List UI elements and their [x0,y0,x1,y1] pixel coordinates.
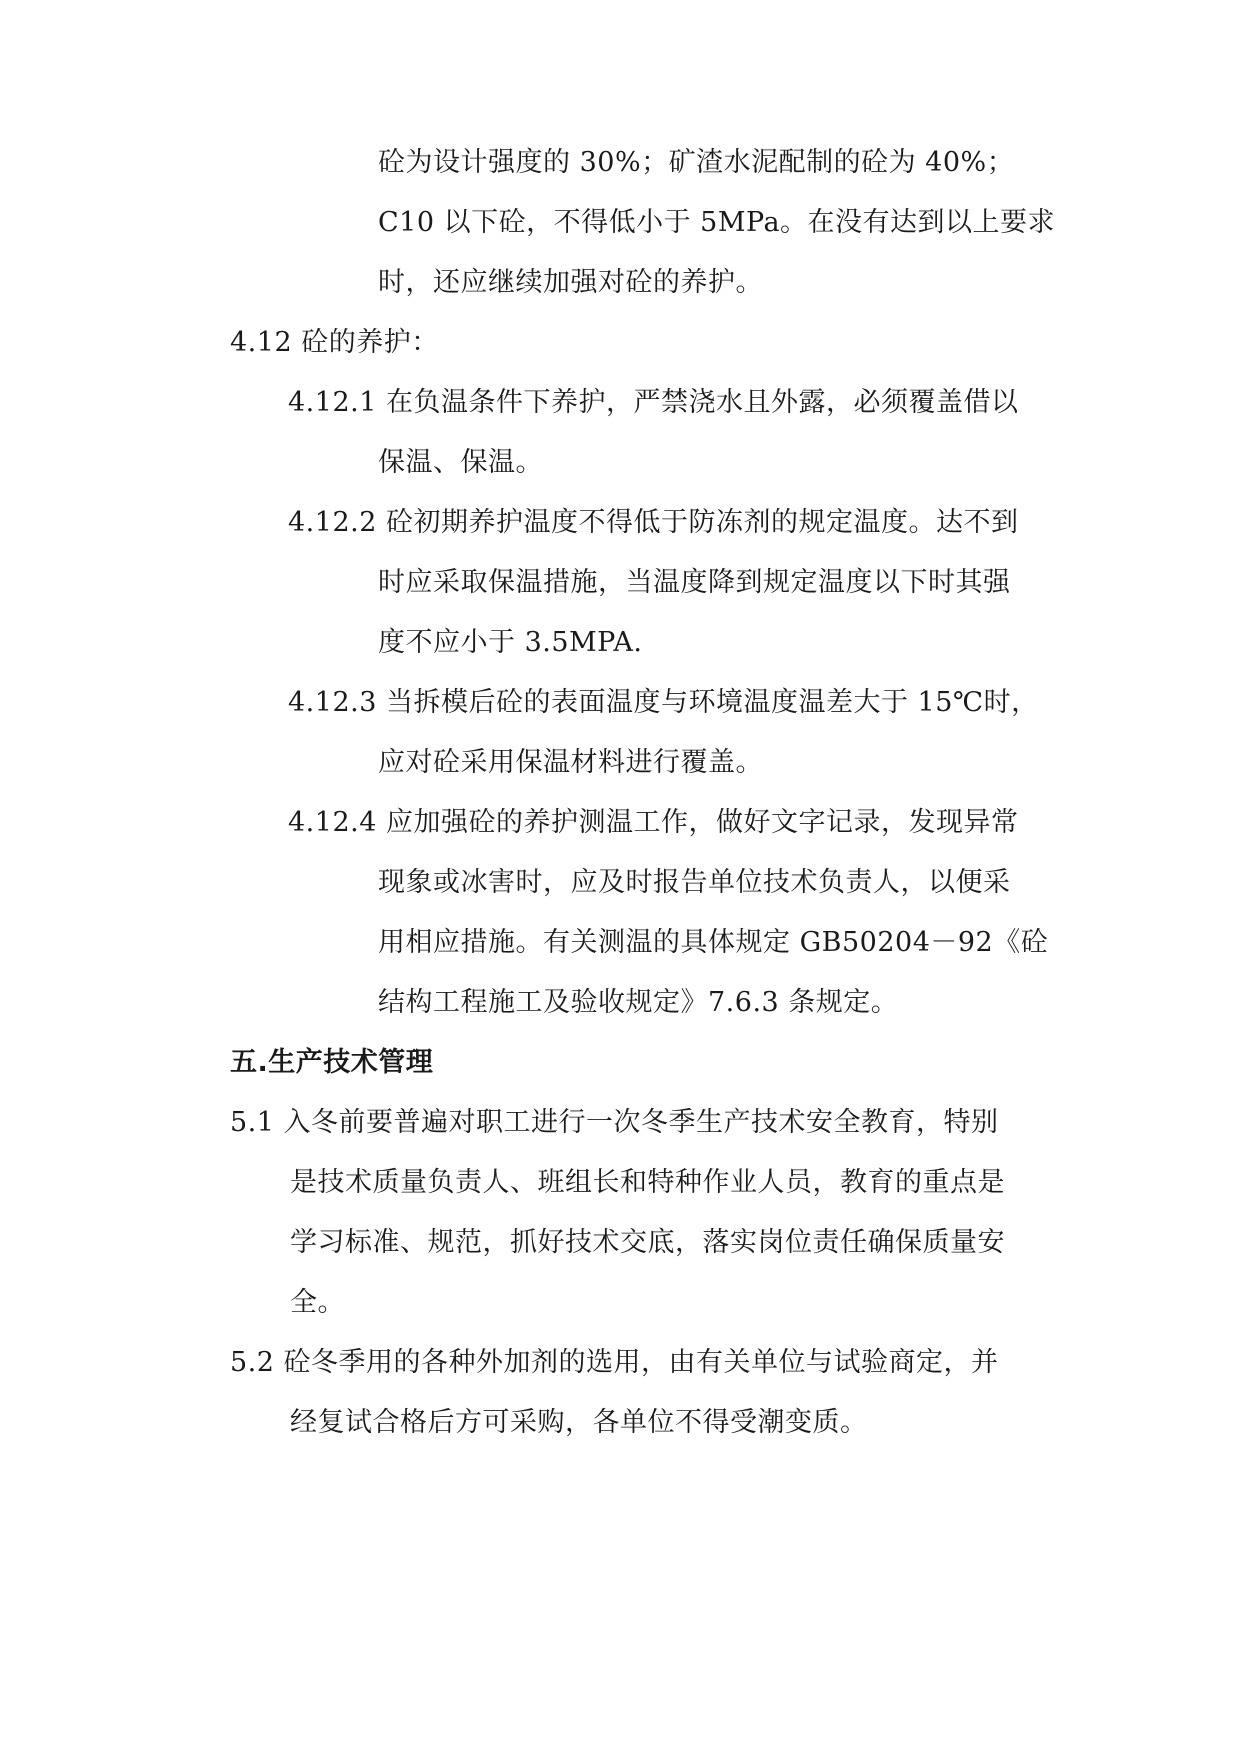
item-4-12-4: 4.12.4 应加强砼的养护测温工作，做好文字记录，发现异常 [288,807,1019,838]
item-4-12-2: 4.12.2 砼初期养护温度不得低于防冻剂的规定温度。达不到 [288,507,1019,538]
paragraph-line: 时，还应继续加强对砼的养护。 [378,267,763,298]
paragraph-line: 结构工程施工及验收规定》7.6.3 条规定。 [378,987,899,1018]
paragraph-line: C10 以下砼，不得低小于 5MPa。在没有达到以上要求 [378,207,1056,238]
paragraph-line: 度不应小于 3.5MPA. [378,627,643,658]
section-heading-4-12: 4.12 砼的养护： [230,327,439,358]
paragraph-line: 保温、保温。 [378,447,543,478]
paragraph-line: 学习标准、规范，抓好技术交底，落实岗位责任确保质量安 [290,1227,1005,1258]
paragraph-line: 砼为设计强度的 30%；矿渣水泥配制的砼为 40%； [378,147,1015,178]
paragraph-line: 应对砼采用保温材料进行覆盖。 [378,747,763,778]
item-5-2: 5.2 砼冬季用的各种外加剂的选用，由有关单位与试验商定，并 [230,1347,999,1378]
chapter-heading: 五.生产技术管理 [230,1047,434,1078]
paragraph-line: 是技术质量负责人、班组长和特种作业人员，教育的重点是 [290,1167,1005,1198]
item-4-12-3: 4.12.3 当拆模后砼的表面温度与环境温度温差大于 15℃时， [288,687,1039,718]
paragraph-line: 经复试合格后方可采购，各单位不得受潮变质。 [290,1407,868,1438]
paragraph-line: 现象或冰害时，应及时报告单位技术负责人，以便采 [378,867,1011,898]
item-5-1: 5.1 入冬前要普遍对职工进行一次冬季生产技术安全教育，特别 [230,1107,999,1138]
item-4-12-1: 4.12.1 在负温条件下养护，严禁浇水且外露，必须覆盖借以 [288,387,1019,418]
paragraph-line: 用相应措施。有关测温的具体规定 GB50204－92《砼 [378,927,1049,958]
paragraph-line: 时应采取保温措施，当温度降到规定温度以下时其强 [378,567,1011,598]
paragraph-line: 全。 [290,1287,345,1318]
